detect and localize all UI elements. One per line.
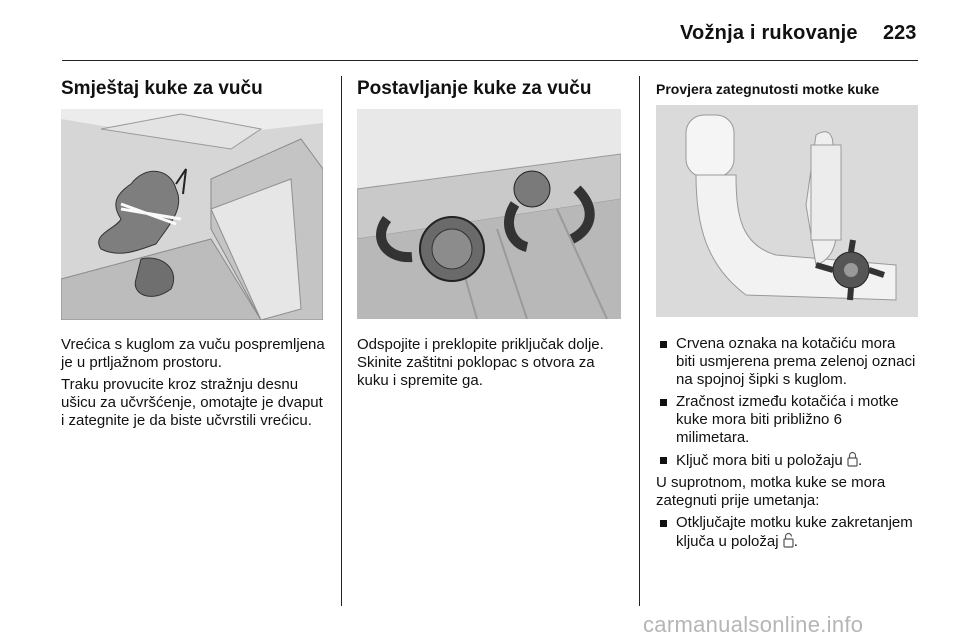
column-1: [61, 78, 329, 434]
bullet-square: [660, 520, 667, 527]
bullet-clearance: [656, 393, 918, 447]
paragraph-mounting-steps: Odspojite i preklopite priključak dolje. Skinite zaštitni poklopac s otvora za kuku i spremite ga.: [357, 336, 604, 389]
bullet-end: .: [793, 533, 798, 550]
figure-towbar-bag: [61, 109, 323, 320]
bullet-end: .: [857, 452, 863, 469]
column-divider-1: [341, 76, 342, 606]
header-rule: [62, 60, 918, 61]
tow-bar-illustration: [656, 105, 918, 317]
bullet-text: Ključ mora biti u položaju: [676, 452, 843, 469]
bullet-text: Zračnost između kotačića i motke kuke mora biti približno 6 milimetara.: [676, 393, 899, 446]
bullet-square: [660, 457, 667, 464]
figure-tow-bar: [656, 105, 918, 317]
watermark: carmanualsonline.info: [643, 612, 864, 637]
bullet-square: [660, 341, 667, 348]
column-2: [357, 78, 629, 394]
open-lock-icon: [783, 532, 794, 548]
bullet-text: Crvena oznaka na kotačiću mora biti usmjerena prema zelenoj oznaci na spojnoj šipki s kuglom.: [676, 335, 916, 388]
paragraph-otherwise: U suprotnom, motka kuke se mora zategnuti prije umetanja:: [656, 474, 886, 509]
bullet-key-position: [656, 451, 918, 470]
bullet-unlock: [656, 514, 918, 551]
column-divider-2: [639, 76, 640, 606]
bullet-square: [660, 399, 667, 406]
socket-cover-illustration: [357, 109, 621, 319]
bullet-red-mark: [656, 335, 918, 389]
page-number: 223: [883, 22, 917, 44]
bullet-text: Otključajte motku kuke zakretanjem ključa u položaj: [676, 514, 913, 550]
heading-tension-check: Provjera zategnutosti motke kuke: [656, 81, 880, 97]
paragraph-bag-strap: Traku provucite kroz stražnju desnu ušicu za učvršćenje, omotajte je dvaput i zategnite je da biste učvrstili vrećicu.: [61, 376, 323, 429]
closed-lock-icon: [847, 451, 858, 467]
towbar-bag-illustration: [61, 109, 323, 320]
paragraph-bag-location: Vrećica s kuglom za vuču pospremljena je u prtljažnom prostoru.: [61, 336, 325, 371]
figure-socket-cover: [357, 109, 621, 319]
heading-mounting: Postavljanje kuke za vuču: [357, 78, 592, 99]
heading-stowage: Smještaj kuke za vuču: [61, 78, 263, 99]
section-title: Vožnja i rukovanje: [680, 22, 858, 44]
column-3: [656, 80, 918, 555]
